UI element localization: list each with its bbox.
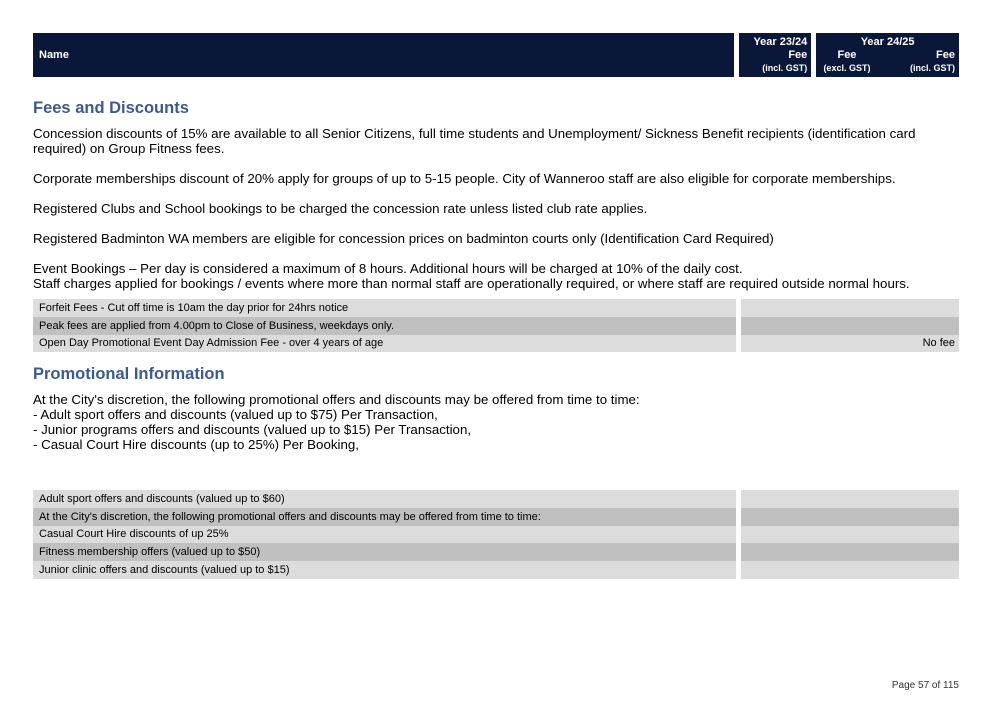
row-name: Adult sport offers and discounts (valued up to $60)	[33, 490, 736, 508]
promo-line: At the City's discretion, the following promotional offers and discounts may be offered from time to time:	[33, 392, 640, 407]
header-name: Name	[33, 33, 734, 77]
row-fee	[741, 490, 959, 508]
row-fee	[741, 299, 959, 317]
promo-line: - Adult sport offers and discounts (valued up to $75) Per Transaction,	[33, 407, 438, 422]
row-fee	[741, 508, 959, 526]
header-year1-fee: Fee	[788, 49, 808, 61]
table-row	[33, 335, 959, 353]
row-name: At the City's discretion, the following promotional offers and discounts may be offered from time to time:	[33, 508, 736, 526]
row-name: Junior clinic offers and discounts (valued up to $15)	[33, 561, 736, 579]
header-year2-label: Year 24/25	[860, 36, 915, 48]
row-name: Casual Court Hire discounts of up 25%	[33, 526, 736, 544]
fees-page	[33, 33, 959, 577]
fees-paragraph: Registered Badminton WA members are eligible for concession prices on badminton courts only (Identification Card Required)	[33, 231, 774, 246]
row-fee	[741, 317, 959, 335]
fees-paragraph: Registered Clubs and School bookings to be charged the concession rate unless listed club rate applies.	[33, 201, 648, 216]
row-fee	[741, 543, 959, 561]
page-number: Page 57 of 115	[891, 680, 959, 691]
promo-table	[33, 490, 959, 579]
header-year2-fee-incl: Fee	[936, 49, 955, 61]
header-year2-gst-incl: (incl. GST)	[909, 63, 955, 73]
header-year1-gst: (incl. GST)	[762, 63, 808, 73]
table-row	[33, 508, 959, 526]
table-row	[33, 490, 959, 508]
row-name: Open Day Promotional Event Day Admission Fee - over 4 years of age	[33, 335, 736, 353]
table-row	[33, 543, 959, 561]
table-row	[33, 526, 959, 544]
row-name: Forfeit Fees - Cut off time is 10am the day prior for 24hrs notice	[33, 299, 736, 317]
table-row	[33, 317, 959, 335]
promo-line: - Casual Court Hire discounts (up to 25%) Per Booking,	[33, 437, 359, 452]
row-fee	[741, 561, 959, 579]
promo-line: - Junior programs offers and discounts (valued up to $15) Per Transaction,	[33, 422, 472, 437]
row-name: Fitness membership offers (valued up to $50)	[33, 543, 736, 561]
fees-paragraph: Staff charges applied for bookings / events where more than normal staff are operationally required, or where staff are required outside normal hours.	[33, 276, 910, 291]
header-year-23-24	[739, 33, 811, 77]
row-fee	[741, 526, 959, 544]
promo-section-title: Promotional Information	[33, 365, 225, 383]
fees-paragraph: Corporate memberships discount of 20% apply for groups of up to 5-15 people. City of Wanneroo staff are also eligible for corporate memberships.	[33, 171, 896, 186]
table-row	[33, 299, 959, 317]
table-header	[33, 33, 959, 77]
row-fee: No fee	[741, 335, 959, 353]
fees-paragraph: Event Bookings – Per day is considered a maximum of 8 hours. Additional hours will be charged at 10% of the daily cost.	[33, 261, 743, 276]
header-year1-label: Year 23/24	[753, 36, 808, 48]
header-year-24-25	[816, 33, 959, 77]
header-year2-fee-excl: Fee	[837, 49, 857, 61]
fees-paragraph: Concession discounts of 15% are available to all Senior Citizens, full time students and Unemployment/ Sickness Benefit recipients (identification card required) on Group Fitness fees.	[33, 126, 916, 156]
fees-table	[33, 299, 959, 352]
table-row	[33, 561, 959, 579]
header-year2-gst-excl: (excl. GST)	[823, 63, 871, 73]
fees-section-title: Fees and Discounts	[33, 99, 189, 117]
row-name: Peak fees are applied from 4.00pm to Close of Business, weekdays only.	[33, 317, 736, 335]
